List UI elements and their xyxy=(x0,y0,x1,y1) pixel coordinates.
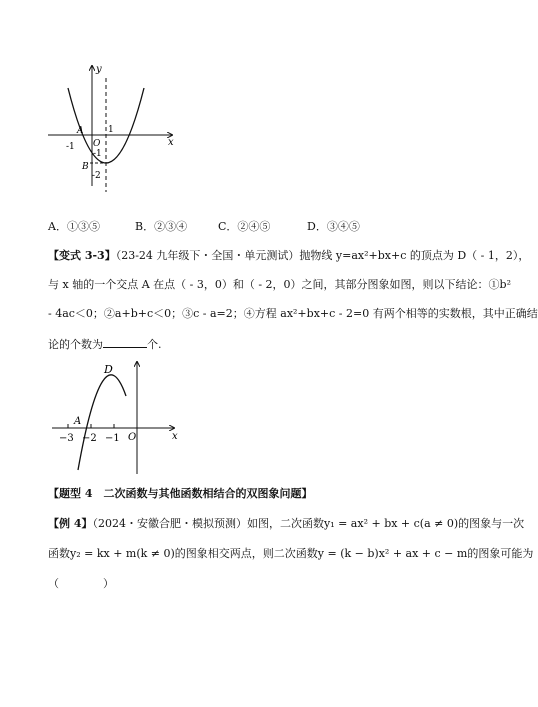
example-line-3: （ ） xyxy=(48,577,114,590)
option-a[interactable]: A．①③⑤ xyxy=(48,220,100,233)
figure-parabola-1 xyxy=(40,58,190,198)
y-axis-label: y xyxy=(96,64,102,75)
x-axis-label: x xyxy=(168,137,174,148)
section-title: 【题型 4 二次函数与其他函数相结合的双图象问题】 xyxy=(48,487,313,500)
variant-line-1: 【变式 3-3】（23-24 九年级下・全国・单元测试）抛物线 y=ax²+bx+c 的顶点为 D（ - 1，2）， xyxy=(48,249,530,262)
option-c[interactable]: C．②④⑤ xyxy=(218,220,271,233)
tick-neg1-x: -1 xyxy=(66,142,75,152)
variant-source: （23-24 九年级下・全国・单元测试） xyxy=(115,249,300,262)
example-line-1: 【例 4】（2024・安徽合肥・模拟预测）如图，二次函数y₁ = ax² + bx + c(a ≠ 0)的图象与一次 xyxy=(48,517,525,530)
tick-1: 1 xyxy=(108,125,114,135)
tick-neg2-y: -2 xyxy=(92,171,101,181)
origin-label-2: O xyxy=(128,432,137,443)
point-b-label: B xyxy=(82,162,89,172)
tick-label-neg1: −1 xyxy=(105,433,120,444)
point-d-label: D xyxy=(104,363,113,376)
parabola-curve-2 xyxy=(78,375,126,470)
point-a-label: A xyxy=(77,126,84,136)
variant-line-2: 与 x 轴的一个交点 A 在点（ - 3，0）和（ - 2，0）之间，其部分图象如图，则以下结论：①b² xyxy=(48,278,511,291)
origin-label: O xyxy=(93,139,101,149)
tick-label-neg3: −3 xyxy=(59,433,74,444)
x-axis-label-2: x xyxy=(172,431,178,442)
answer-blank[interactable] xyxy=(103,336,147,348)
example-tag: 【例 4】 xyxy=(48,517,93,530)
variant-line-4: 论的个数为 个. xyxy=(48,338,162,351)
variant-line-3: - 4ac＜0；②a+b+c＜0；③c - a=2；④方程 ax²+bx+c - 2=0 有两个相等的实数根，其中正确结 xyxy=(48,307,538,320)
option-b[interactable]: B．②③④ xyxy=(135,220,188,233)
figure-parabola-2 xyxy=(48,358,188,478)
tick-neg1-y: -1 xyxy=(93,149,102,159)
variant-tag: 【变式 3-3】 xyxy=(48,249,116,262)
option-d[interactable]: D．③④⑤ xyxy=(307,220,360,233)
tick-label-neg2: −2 xyxy=(82,433,97,444)
point-a-label-2: A xyxy=(74,416,82,427)
example-line-2: 函数y₂ = kx + m(k ≠ 0)的图象相交两点，则二次函数y = (k − b)x² + ax + c − m的图象可能为 xyxy=(48,547,534,560)
